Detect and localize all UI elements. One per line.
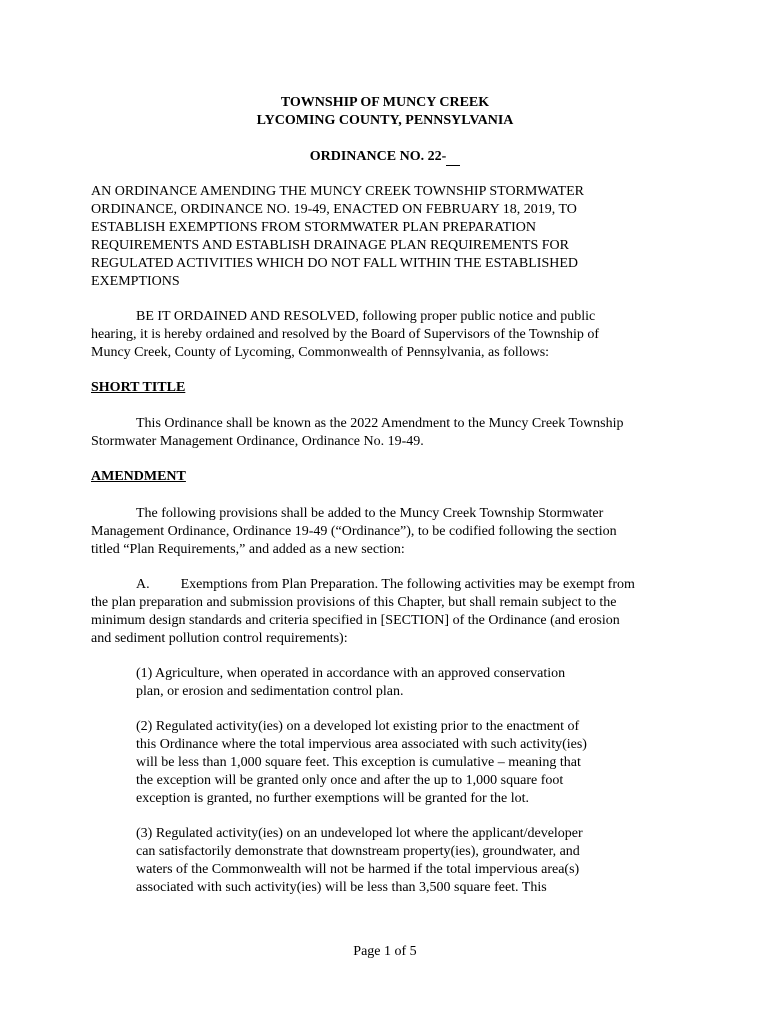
- county-title: LYCOMING COUNTY, PENNSYLVANIA: [256, 113, 514, 128]
- short-title-paragraph: [91, 415, 691, 451]
- title-line: REQUIREMENTS AND ESTABLISH DRAINAGE PLAN REQUIREMENTS FOR: [91, 238, 570, 253]
- amendment-line: Management Ordinance, Ordinance 19-49 (“Ordinance”), to be codified following the section: [91, 524, 617, 539]
- section-a-line: and sediment pollution control requirements):: [91, 631, 348, 646]
- title-line: EXEMPTIONS: [91, 274, 180, 289]
- short-title-line: This Ordinance shall be known as the 2022 Amendment to the Muncy Creek Township: [136, 416, 624, 431]
- item-line: (1) Agriculture, when operated in accordance with an approved conservation: [136, 666, 566, 681]
- ordinance-number-text: ORDINANCE NO. 22-: [309, 149, 447, 164]
- section-a-label: A.: [136, 577, 150, 592]
- title-line: ESTABLISH EXEMPTIONS FROM STORMWATER PLAN PREPARATION: [91, 220, 536, 235]
- item-line: waters of the Commonwealth will not be harmed if the total impervious area(s): [136, 862, 580, 877]
- resolved-line: hearing, it is hereby ordained and resolved by the Board of Supervisors of the Township of: [91, 327, 600, 342]
- item-line: (2) Regulated activity(ies) on a developed lot existing prior to the enactment of: [136, 719, 580, 734]
- item-line: can satisfactorily demonstrate that downstream property(ies), groundwater, and: [136, 844, 580, 859]
- title-line: ORDINANCE, ORDINANCE NO. 19-49, ENACTED ON FEBRUARY 18, 2019, TO: [91, 202, 577, 217]
- item-line: (3) Regulated activity(ies) on an undeveloped lot where the applicant/developer: [136, 826, 583, 841]
- item-line: this Ordinance where the total impervious area associated with such activity(ies): [136, 737, 587, 752]
- title-line: REGULATED ACTIVITIES WHICH DO NOT FALL WITHIN THE ESTABLISHED: [91, 256, 579, 271]
- ordinance-title-paragraph: [91, 183, 691, 291]
- resolved-line: Muncy Creek, County of Lycoming, Commonwealth of Pennsylvania, as follows:: [91, 345, 550, 360]
- short-title-heading: SHORT TITLE: [91, 380, 186, 395]
- item-line: exception is granted, no further exemptions will be granted for the lot.: [136, 791, 530, 806]
- section-a-line: Exemptions from Plan Preparation. The following activities may be exempt from: [180, 577, 635, 592]
- amendment-heading: AMENDMENT: [91, 469, 186, 484]
- page-number: Page 1 of 5: [353, 944, 417, 959]
- ordinance-number-blank: [446, 151, 460, 166]
- ordinance-number: [0, 148, 770, 166]
- item-line: associated with such activity(ies) will be less than 3,500 square feet. This: [136, 880, 547, 895]
- township-title: TOWNSHIP OF MUNCY CREEK: [280, 95, 490, 110]
- exemption-item-1: [136, 665, 656, 701]
- exemption-item-3: [136, 825, 656, 897]
- item-line: plan, or erosion and sedimentation control plan.: [136, 684, 404, 699]
- resolved-paragraph: [91, 308, 691, 362]
- item-line: will be less than 1,000 square feet. This exception is cumulative – meaning that: [136, 755, 581, 770]
- section-a-paragraph: [91, 576, 691, 648]
- exemption-item-2: [136, 718, 656, 808]
- item-line: the exception will be granted only once and after the up to 1,000 square foot: [136, 773, 564, 788]
- section-a-line: minimum design standards and criteria specified in [SECTION] of the Ordinance (and erosion: [91, 613, 620, 628]
- section-a-first-line: [91, 576, 691, 594]
- short-title-line: Stormwater Management Ordinance, Ordinance No. 19-49.: [91, 434, 424, 449]
- resolved-line: BE IT ORDAINED AND RESOLVED, following proper public notice and public: [136, 309, 596, 324]
- section-a-line: the plan preparation and submission provisions of this Chapter, but shall remain subject to the: [91, 595, 617, 610]
- amendment-line: The following provisions shall be added to the Muncy Creek Township Stormwater: [136, 506, 604, 521]
- title-line: AN ORDINANCE AMENDING THE MUNCY CREEK TOWNSHIP STORMWATER: [91, 184, 585, 199]
- amendment-paragraph: [91, 505, 691, 559]
- amendment-line: titled “Plan Requirements,” and added as a new section:: [91, 542, 405, 557]
